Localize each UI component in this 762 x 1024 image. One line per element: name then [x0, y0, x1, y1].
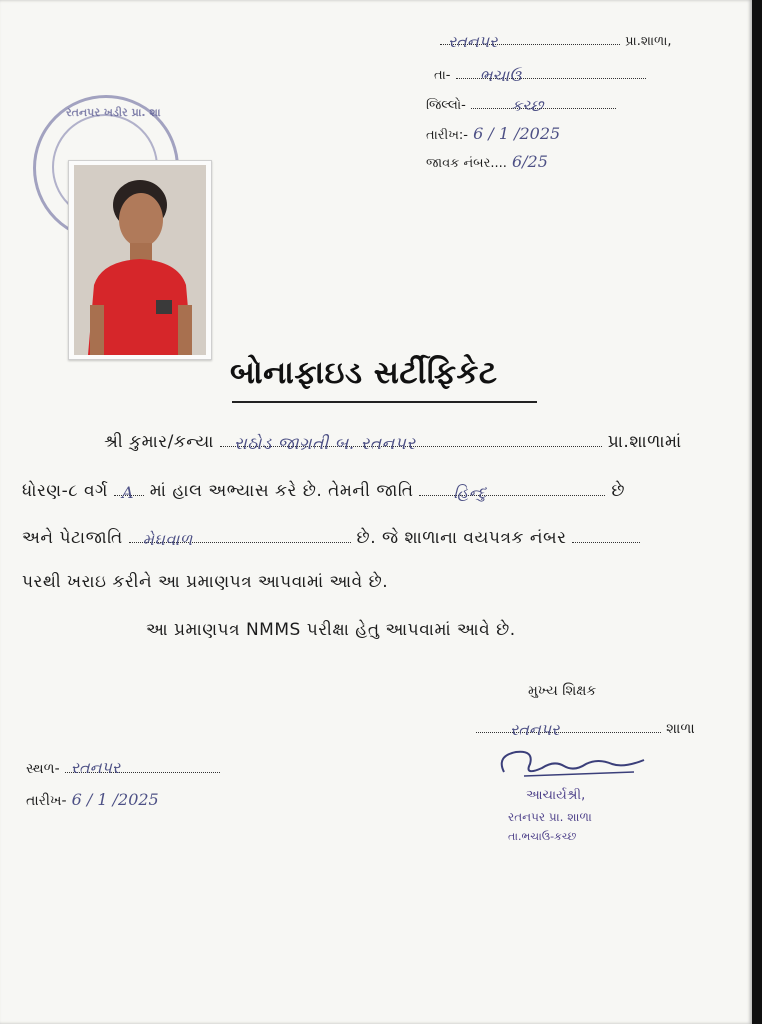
header-taluka-label: તા- [434, 68, 451, 83]
title-underline [232, 401, 537, 403]
body-line-2 [22, 481, 625, 501]
subcaste-value: મેઘવાળ [142, 530, 193, 549]
place-line [26, 758, 220, 777]
header-date-line [426, 124, 560, 143]
principal-school: રતનપર પ્રા. શાળા [508, 810, 592, 824]
footer-date-line [26, 790, 159, 809]
header-school-label: પ્રા.શાળા, [625, 34, 672, 49]
header-school-value: રતનપર [448, 32, 498, 51]
footer-date-value: 6 / 1 /2025 [71, 790, 159, 809]
header-district-line [426, 94, 616, 113]
body-line-3 [22, 528, 640, 548]
line3-prefix: અને પેટાજાતિ [22, 528, 123, 548]
header-date-value: 6 / 1 /2025 [473, 124, 561, 143]
scan-edge [752, 0, 762, 1024]
place-label: સ્થળ- [26, 761, 60, 777]
header-taluka-line [434, 64, 646, 83]
footer-date-label: તારીખ- [26, 793, 67, 809]
header-taluka-value: ભચાઉ [479, 66, 522, 85]
footer-school-line [476, 718, 695, 737]
header-school-line [440, 30, 672, 49]
line3-suffix: છે. જે શાળાના વયપત્રક નંબર [356, 528, 567, 548]
certificate-title: બોનાફાઇડ સર્ટીફિકેટ [230, 355, 498, 391]
principal-signature-icon [494, 742, 654, 782]
line2-suffix: છે [611, 481, 625, 501]
header-outward-label: જાવક નંબર [426, 156, 491, 171]
stamp-top-text: રતનપર ખડીર પ્રા. શા [66, 106, 161, 119]
line2-middle: માં હાલ અભ્યાસ કરે છે. તેમની જાતિ [149, 481, 414, 501]
head-teacher-label: મુખ્ય શિક્ષક [528, 683, 597, 699]
division-value: A [121, 483, 134, 502]
body-line-5: આ પ્રમાણપત્ર NMMS પરીક્ષા હેતુ આપવામાં આવે છે. [146, 620, 516, 640]
principal-label: આચાર્યશ્રી, [526, 788, 586, 803]
student-name: રાઠોડ જાગ્રતી બ. રતનપર [233, 434, 416, 454]
student-photo-frame [68, 160, 212, 360]
header-district-value: કચ્છ [510, 96, 544, 115]
line1-suffix: પ્રા.શાળામાં [607, 432, 682, 452]
header-date-label: તારીખ:- [426, 128, 468, 143]
body-line-1 [104, 432, 682, 452]
student-photo [74, 165, 206, 355]
line1-prefix: શ્રી કુમાર/કન્યા [104, 432, 214, 452]
header-outward-line: જાવક નંબર.... 6/25 [426, 152, 548, 171]
body-line-4: પરથી ખરાઇ કરીને આ પ્રમાણપત્ર આપવામાં આવે છે. [22, 572, 389, 592]
principal-taluka: તા.ભચાઉ-કચ્છ [508, 830, 577, 843]
caste-value: હિન્દુ [453, 483, 487, 502]
student-portrait-icon [74, 165, 206, 355]
line2-prefix: ધોરણ-૮ વર્ગ [22, 481, 108, 501]
header-outward-value: 6/25 [511, 152, 548, 171]
footer-school-suffix: શાળા [666, 721, 695, 737]
place-value: રતનપર [70, 758, 121, 777]
header-district-label: જિલ્લો- [426, 98, 466, 113]
footer-school-value: રતનપર [510, 720, 560, 739]
